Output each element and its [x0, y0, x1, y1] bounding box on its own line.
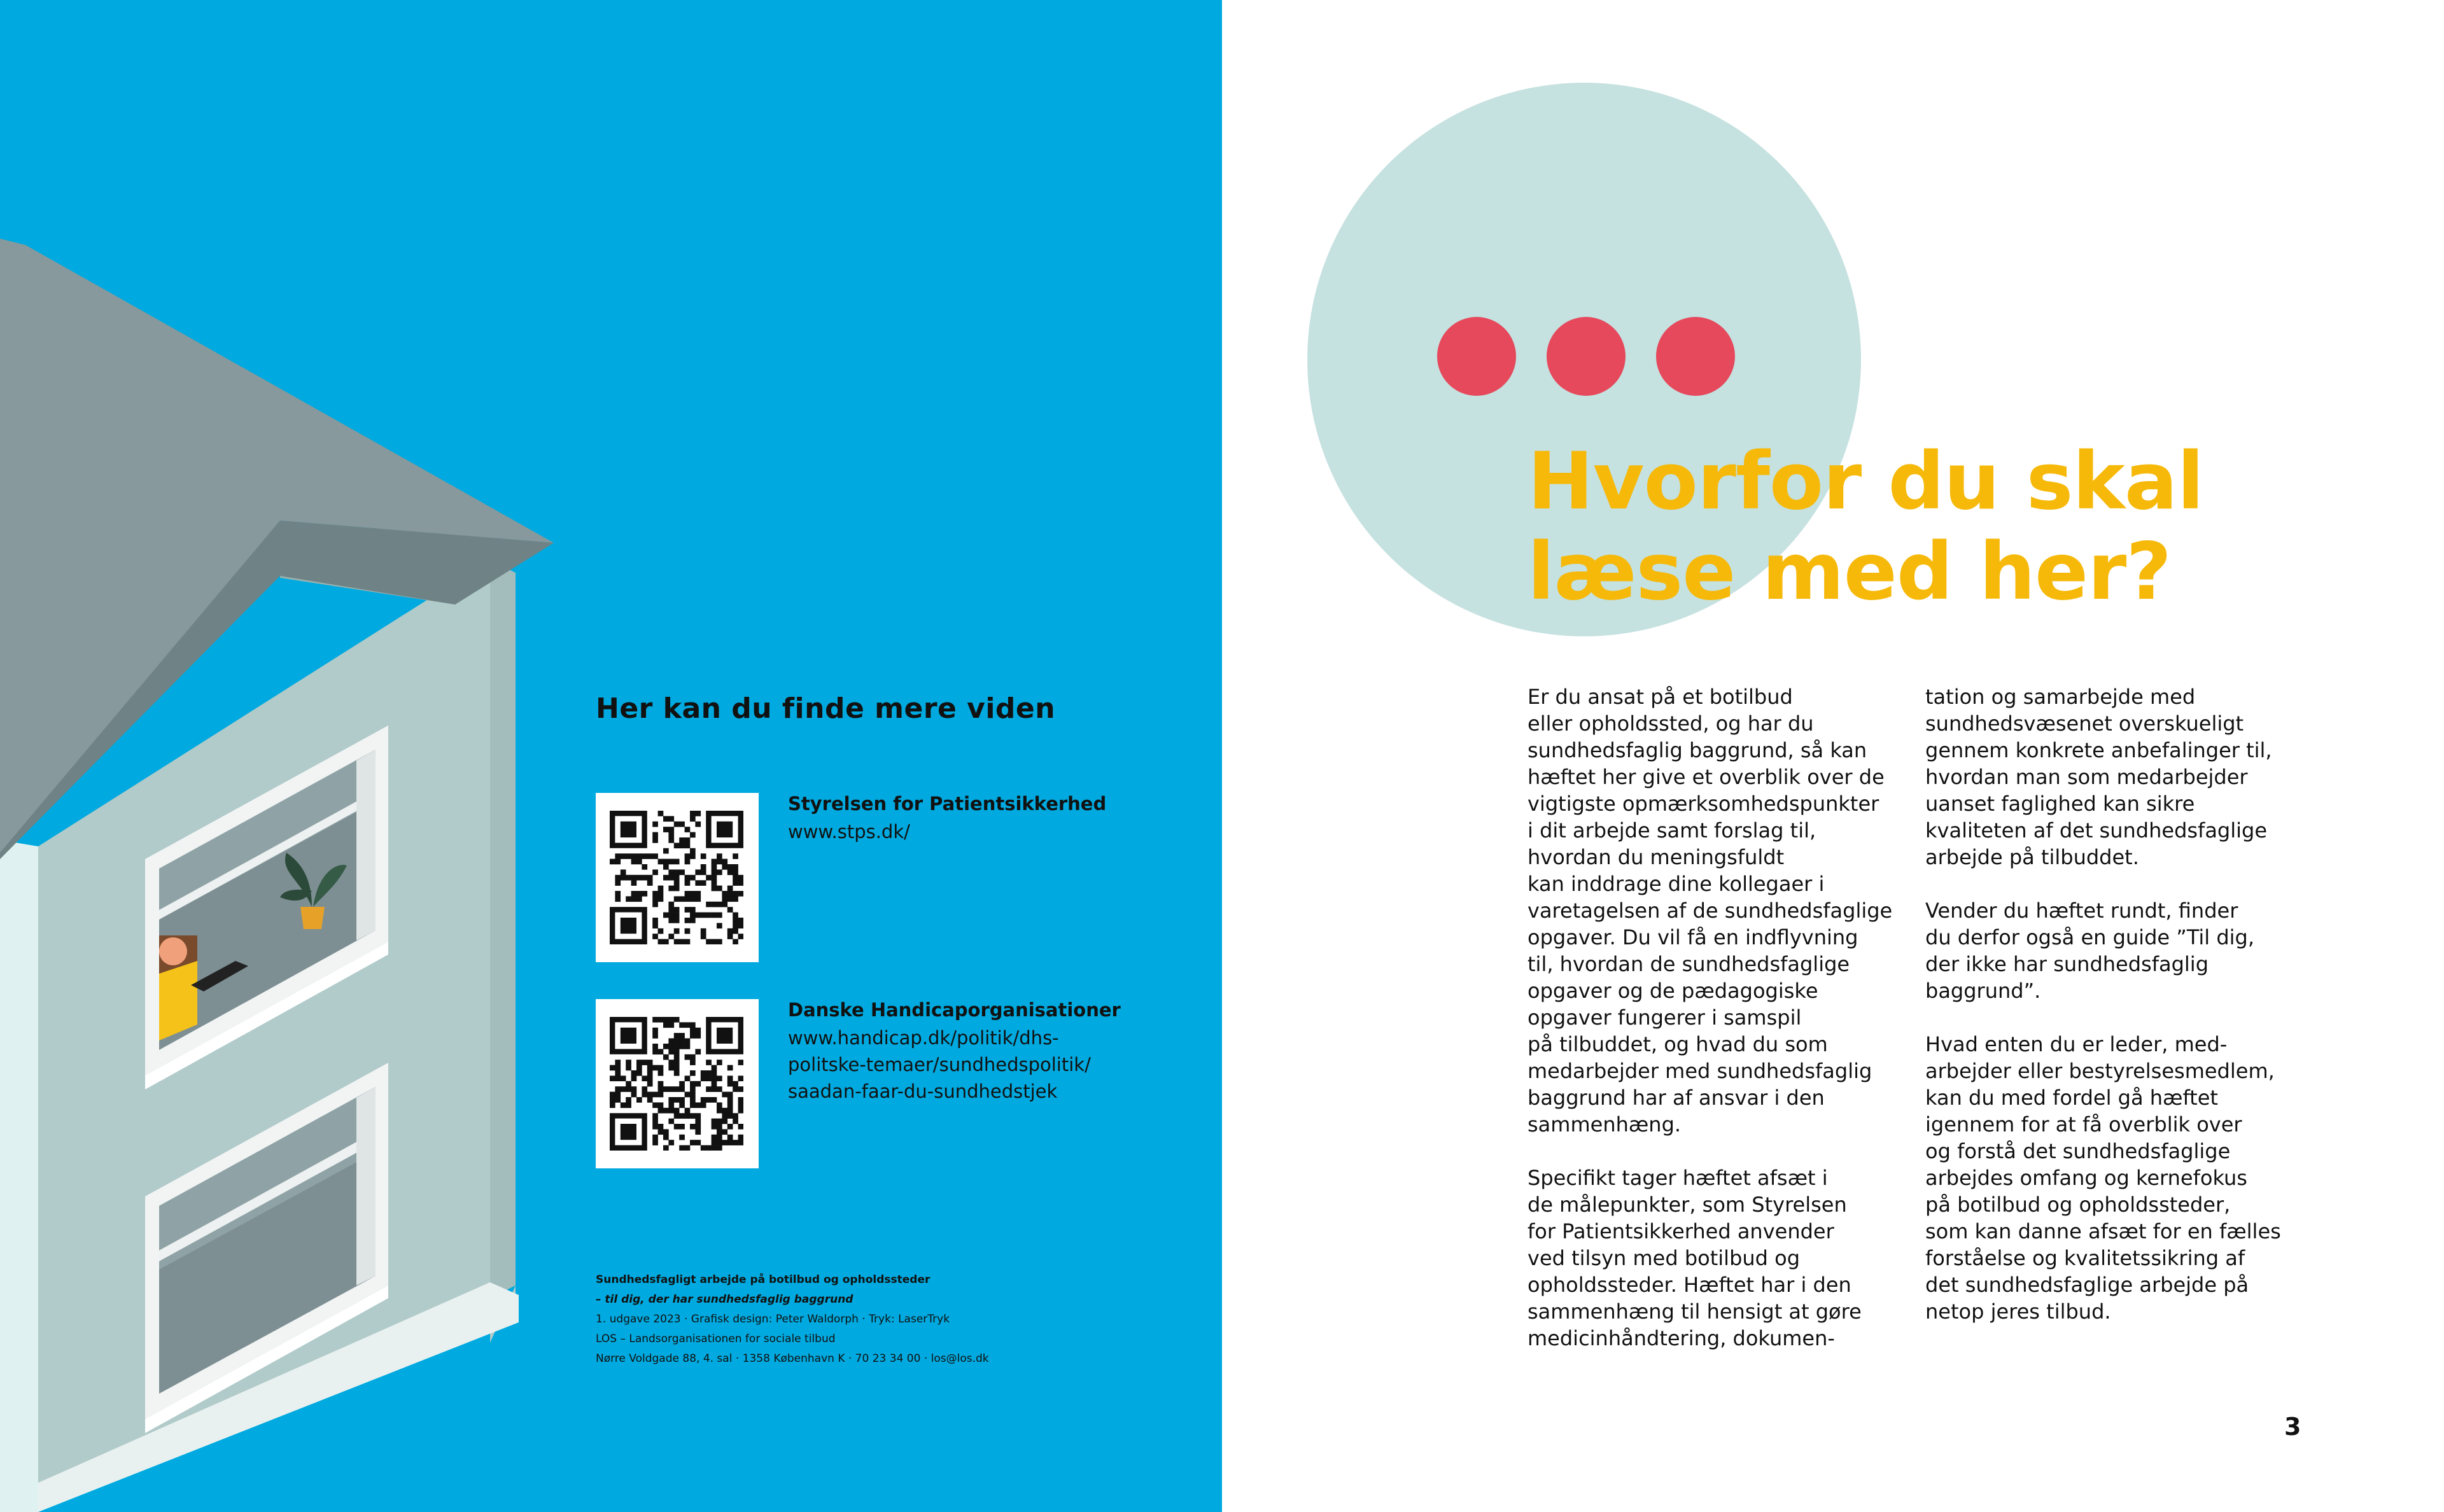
body-text-line: medarbejder med sundhedsfaglig [1528, 1059, 1872, 1083]
colophon-address: Nørre Voldgade 88, 4. sal · 1358 København K · 70 23 34 00 · los@los.dk [596, 1352, 989, 1365]
ellipsis-dot [1437, 317, 1516, 396]
qr-code[interactable] [596, 793, 759, 962]
resources-heading: Her kan du finde mere viden [596, 692, 1056, 725]
body-text-line: sammenhæng. [1528, 1112, 1682, 1137]
body-text-line: opholdssteder. Hæftet har i den [1528, 1273, 1851, 1297]
qr-code-pattern [610, 811, 743, 944]
resource-link[interactable] [788, 818, 1144, 845]
resource-link-line[interactable]: saadan-faar-du-sundhedstjek [788, 1081, 1058, 1102]
colophon-edition: 1. udgave 2023 · Grafisk design: Peter Waldorph · Tryk: LaserTryk [596, 1313, 950, 1326]
body-text-line: arbejder eller bestyrelsesmedlem, [1925, 1059, 2275, 1083]
resource-name: Styrelsen for Patientsikkerhed [788, 793, 1107, 815]
body-text-line: igennem for at få overblik over [1925, 1112, 2242, 1137]
body-text-line: de målepunkter, som Styrelsen [1528, 1193, 1847, 1217]
resource-item [596, 999, 1169, 1168]
right-page [1222, 0, 2444, 1512]
colophon-subtitle: – til dig, der har sundhedsfaglig baggrund [596, 1293, 853, 1306]
body-text-line: for Patientsikkerhed anvender [1528, 1219, 1834, 1243]
title-line: læse med her? [1528, 526, 2172, 618]
body-text-line: kvaliteten af det sundhedsfaglige [1925, 818, 2268, 843]
body-text-line: det sundhedsfaglige arbejde på [1925, 1273, 2249, 1297]
ellipsis-dot [1547, 317, 1626, 396]
body-text-line: ved tilsyn med botilbud og [1528, 1246, 1801, 1270]
body-text-column-right [1925, 683, 2333, 1325]
body-text-line: tation og samarbejde med [1925, 685, 2196, 709]
colophon [596, 1270, 1169, 1369]
resource-link-line[interactable]: www.handicap.dk/politik/dhs- [788, 1027, 1059, 1049]
body-text-line: kan du med fordel gå hæftet [1925, 1086, 2218, 1110]
body-text-line: der ikke har sundhedsfaglig [1925, 952, 2209, 976]
body-text-line: hvordan man som medarbejder [1925, 765, 2248, 789]
qr-code-pattern [610, 1017, 743, 1151]
body-text-line: opgaver fungerer i samspil [1528, 1005, 1802, 1030]
body-text-line: uanset faglighed kan sikre [1925, 792, 2195, 816]
body-text-line: vigtigste opmærksomhedspunkter [1528, 792, 1879, 816]
body-text-line: arbejdes omfang og kernefokus [1925, 1166, 2247, 1190]
body-text-line: sammenhæng til hensigt at gøre [1528, 1299, 1862, 1324]
body-text-column-left [1528, 683, 1935, 1352]
resource-link-line[interactable]: politske-temaer/sundhedspolitik/ [788, 1054, 1091, 1075]
body-text-line: opgaver. Du vil få en indflyvning [1528, 925, 1858, 949]
body-text-line: hæftet her give et overblik over de [1528, 765, 1885, 789]
body-text-line: Vender du hæftet rundt, finder [1925, 899, 2238, 923]
body-text-line: opgaver og de pædagogiske [1528, 979, 1818, 1003]
body-text-line: varetagelsen af de sundhedsfaglige [1528, 899, 1893, 923]
colophon-title: Sundhedsfagligt arbejde på botilbud og opholdssteder [596, 1273, 931, 1286]
ellipsis-dot [1656, 317, 1735, 396]
body-text-line: og forstå det sundhedsfaglige [1925, 1139, 2231, 1163]
resource-name: Danske Handicaporganisationer [788, 999, 1121, 1021]
body-text-line: Specifikt tager hæftet afsæt i [1528, 1166, 1828, 1190]
body-text-line: arbejde på tilbuddet. [1925, 845, 2139, 869]
resource-link[interactable] [788, 1025, 1144, 1105]
body-text-line: som kan danne afsæt for en fælles [1925, 1219, 2281, 1243]
body-text-line: baggrund har af ansvar i den [1528, 1086, 1825, 1110]
body-text-line: du derfor også en guide ”Til dig, [1925, 925, 2255, 949]
body-text-line: Er du ansat på et botilbud [1528, 685, 1793, 709]
body-text-line: Hvad enten du er leder, med- [1925, 1032, 2228, 1056]
body-text-line: hvordan du meningsfuldt [1528, 845, 1785, 869]
body-text-line: gennem konkrete anbefalinger til, [1925, 738, 2272, 762]
paragraph-gap [1925, 871, 2333, 897]
resource-link-line[interactable]: www.stps.dk/ [788, 821, 910, 843]
body-text-line: på botilbud og opholdssteder, [1925, 1193, 2231, 1217]
body-text-line: sundhedsfaglig baggrund, så kan [1528, 738, 1867, 762]
colophon-organisation: LOS – Landsorganisationen for sociale tilbud [596, 1333, 836, 1345]
body-text-line: netop jeres tilbud. [1925, 1299, 2111, 1324]
body-text-line: til, hvordan de sundhedsfaglige [1528, 952, 1850, 976]
page-number: 3 [2284, 1413, 2301, 1441]
body-text-line: sundhedsvæsenet overskueligt [1925, 711, 2244, 736]
body-text-line: medicinhåndtering, dokumen- [1528, 1326, 1835, 1350]
title-line: Hvorfor du skal [1528, 436, 2204, 528]
paragraph-gap [1528, 1138, 1935, 1165]
body-text-line: baggrund”. [1925, 979, 2041, 1003]
qr-code[interactable] [596, 999, 759, 1168]
body-text-line: på tilbuddet, og hvad du som [1528, 1032, 1828, 1056]
resource-item [596, 793, 1169, 962]
body-text-line: i dit arbejde samt forslag til, [1528, 818, 1816, 843]
paragraph-gap [1925, 1004, 2333, 1031]
page-title [1528, 437, 2203, 617]
body-text-line: eller opholdssted, og har du [1528, 711, 1814, 736]
body-text-line: forståelse og kvalitetssikring af [1925, 1246, 2245, 1270]
body-text-line: kan inddrage dine kollegaer i [1528, 872, 1825, 896]
